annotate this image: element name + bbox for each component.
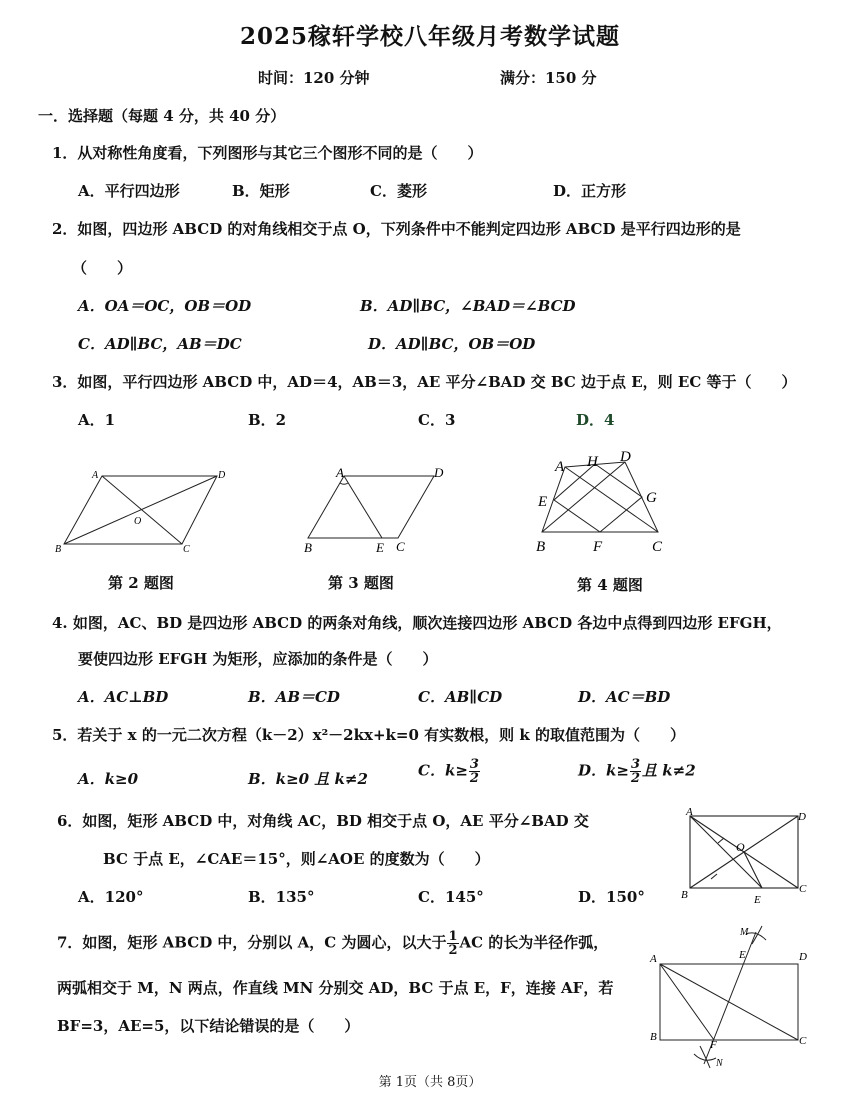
fig4-label-c: C xyxy=(652,539,663,555)
fig3-angle-arc xyxy=(340,483,348,484)
figure-q7-rectangle-construction xyxy=(644,922,814,1072)
q5-option-b: B．k≥0 且 k≠2 xyxy=(248,770,368,788)
fig6-tick-mark xyxy=(711,874,717,879)
question-2-paren: （ ） xyxy=(72,259,133,277)
figure-3-parallelogram xyxy=(296,462,456,557)
question-4-stem-line1: 4. 如图，AC、BD 是四边形 ABCD 的两条对角线，顺次连接四边形 ABCD 各边中点得到四边形 EFGH， xyxy=(52,614,782,632)
q7-half-fraction xyxy=(447,930,458,957)
fraction-denominator: 2 xyxy=(630,771,641,786)
question-7-stem-line1 xyxy=(57,930,608,957)
fig3-label-b: B xyxy=(304,540,312,555)
fig4-label-e: E xyxy=(538,494,548,510)
q7-stem-suffix: AC 的长为半径作弧， xyxy=(459,933,609,952)
fig7-label-m: M xyxy=(740,927,749,938)
q7-stem-prefix: 7．如图，矩形 ABCD 中，分别以 A，C 为圆心，以大于 xyxy=(57,933,447,952)
fig7-label-d: D xyxy=(799,951,807,963)
fig2-label-c: C xyxy=(183,544,190,554)
fig2-label-a: A xyxy=(92,470,99,481)
fig7-label-e: E xyxy=(739,949,746,961)
fig7-label-f: F xyxy=(710,1039,717,1051)
fig2-label-b: B xyxy=(55,544,62,554)
q4-option-c: C．AB∥CD xyxy=(418,688,503,706)
q4-option-d: D．AC＝BD xyxy=(578,688,671,706)
q5-option-d-suffix: 且 k≠2 xyxy=(642,761,696,780)
figure-q6-rectangle xyxy=(680,802,812,910)
fig2-diagonal-ac xyxy=(102,476,182,544)
figure-4-quadrilateral xyxy=(530,444,675,559)
fig6-bisector-ae xyxy=(690,816,762,888)
fraction-numerator: 1 xyxy=(448,929,458,944)
fig4-label-g: G xyxy=(646,490,657,506)
fig7-label-a: A xyxy=(650,953,657,965)
question-6-stem-line2: BC 于点 E，∠CAE＝15°，则∠AOE 的度数为（ ） xyxy=(103,850,490,868)
fig2-label-d: D xyxy=(218,470,226,481)
figure-2-parallelogram xyxy=(52,462,232,554)
fraction-denominator: 2 xyxy=(469,771,479,786)
q2-option-b: B．AD∥BC，∠BAD＝∠BCD xyxy=(360,297,576,315)
fig3-label-c: C xyxy=(396,539,405,554)
fig7-diagonal-ac xyxy=(660,964,798,1040)
q3-option-d: D．4 xyxy=(576,411,615,429)
fig6-label-d: D xyxy=(798,811,806,823)
fig4-label-a: A xyxy=(555,459,565,475)
fig3-label-d: D xyxy=(434,465,444,480)
question-4-stem-line2: 要使四边形 EFGH 为矩形，应添加的条件是（ ） xyxy=(78,650,438,668)
fig6-label-a: A xyxy=(686,806,693,818)
question-2-stem: 2．如图，四边形 ABCD 的对角线相交于点 O，下列条件中不能判定四边形 ABCD 是平行四边形的是 xyxy=(52,220,741,238)
fig6-label-b: B xyxy=(681,889,688,901)
fig7-label-n: N xyxy=(716,1058,723,1069)
q2-option-a: A．OA＝OC，OB＝OD xyxy=(78,297,252,315)
question-5-stem: 5．若关于 x 的一元二次方程（k－2）x²－2kx+k=0 有实数根，则 k 的取值范围为（ ） xyxy=(52,726,685,744)
q2-option-c: C．AD∥BC，AB＝DC xyxy=(78,335,242,353)
fig7-segment-af xyxy=(660,964,714,1040)
q5-option-a: A．k≥0 xyxy=(78,770,139,788)
q5-option-d-prefix: D．k≥ xyxy=(578,761,629,780)
fig3-label-a: A xyxy=(336,465,344,480)
q3-option-a: A．1 xyxy=(78,411,116,429)
q2-option-d: D．AD∥BC，OB＝OD xyxy=(368,335,536,353)
fig4-midpoint-quadrilateral xyxy=(554,464,642,532)
section-heading: 一．选择题（每题 4 分，共 40 分） xyxy=(38,107,286,125)
q5-option-c-prefix: C．k≥ xyxy=(418,761,468,780)
figure-3-caption: 第 3 题图 xyxy=(328,574,394,592)
q5-option-d xyxy=(578,758,696,785)
exam-time: 时间：120 分钟 xyxy=(258,69,370,87)
question-3-stem: 3．如图，平行四边形 ABCD 中，AD＝4，AB＝3，AE 平分∠BAD 交 BC 边于点 E，则 EC 等于（ ） xyxy=(52,373,797,391)
fig6-label-c: C xyxy=(799,883,807,895)
question-6-stem-line1: 6．如图，矩形 ABCD 中，对角线 AC，BD 相交于点 O，AE 平分∠BAD 交 xyxy=(57,812,589,830)
q6-option-d: D．150° xyxy=(578,888,645,906)
fig6-tick-mark xyxy=(718,838,724,843)
q5-option-d-fraction xyxy=(630,758,641,785)
page-footer: 第 1页（共 8页） xyxy=(378,1075,482,1090)
q1-option-a: A．平行四边形 xyxy=(78,182,180,200)
q5-option-c-fraction xyxy=(469,758,480,785)
figure-2-caption: 第 2 题图 xyxy=(108,574,174,592)
q3-option-b: B．2 xyxy=(248,411,287,429)
fig2-diagonal-bd xyxy=(64,476,217,544)
fig7-label-b: B xyxy=(650,1031,657,1043)
fig4-label-f: F xyxy=(593,539,603,555)
fig4-label-d: D xyxy=(620,449,631,465)
fig3-parallelogram-outline xyxy=(308,476,434,538)
fig4-label-b: B xyxy=(536,539,546,555)
exam-full-score: 满分：150 分 xyxy=(500,69,597,87)
q6-option-c: C．145° xyxy=(418,888,484,906)
fig3-bisector-ae xyxy=(344,476,382,538)
q3-option-c: C．3 xyxy=(418,411,456,429)
fig3-label-e: E xyxy=(376,540,384,555)
fraction-numerator: 3 xyxy=(469,757,479,772)
q5-option-c xyxy=(418,758,481,785)
fraction-denominator: 2 xyxy=(448,943,458,958)
fraction-numerator: 3 xyxy=(630,757,641,772)
fig6-label-e: E xyxy=(754,894,761,906)
q1-option-d: D．正方形 xyxy=(553,182,627,200)
figure-4-caption: 第 4 题图 xyxy=(577,576,643,594)
q4-option-b: B．AB＝CD xyxy=(248,688,340,706)
fig4-label-h: H xyxy=(587,454,598,470)
fig2-label-o: O xyxy=(134,516,142,527)
q6-option-a: A．120° xyxy=(78,888,144,906)
question-7-stem-line3: BF=3，AE=5，以下结论错误的是（ ） xyxy=(57,1017,360,1035)
fig7-arc-n2 xyxy=(700,1046,710,1068)
fig7-label-c: C xyxy=(799,1035,807,1047)
question-7-stem-line2: 两弧相交于 M，N 两点，作直线 MN 分别交 AD，BC 于点 E，F，连接 AF，若 xyxy=(57,979,614,997)
q1-option-b: B．矩形 xyxy=(232,182,290,200)
q6-option-b: B．135° xyxy=(248,888,315,906)
q4-option-a: A．AC⊥BD xyxy=(78,688,169,706)
fig6-label-o: O xyxy=(736,840,745,854)
question-1-stem: 1．从对称性角度看，下列图形与其它三个图形不同的是（ ） xyxy=(52,144,483,162)
page-title: 2025稼轩学校八年级月考数学试题 xyxy=(239,23,620,50)
q1-option-c: C．菱形 xyxy=(370,182,427,200)
